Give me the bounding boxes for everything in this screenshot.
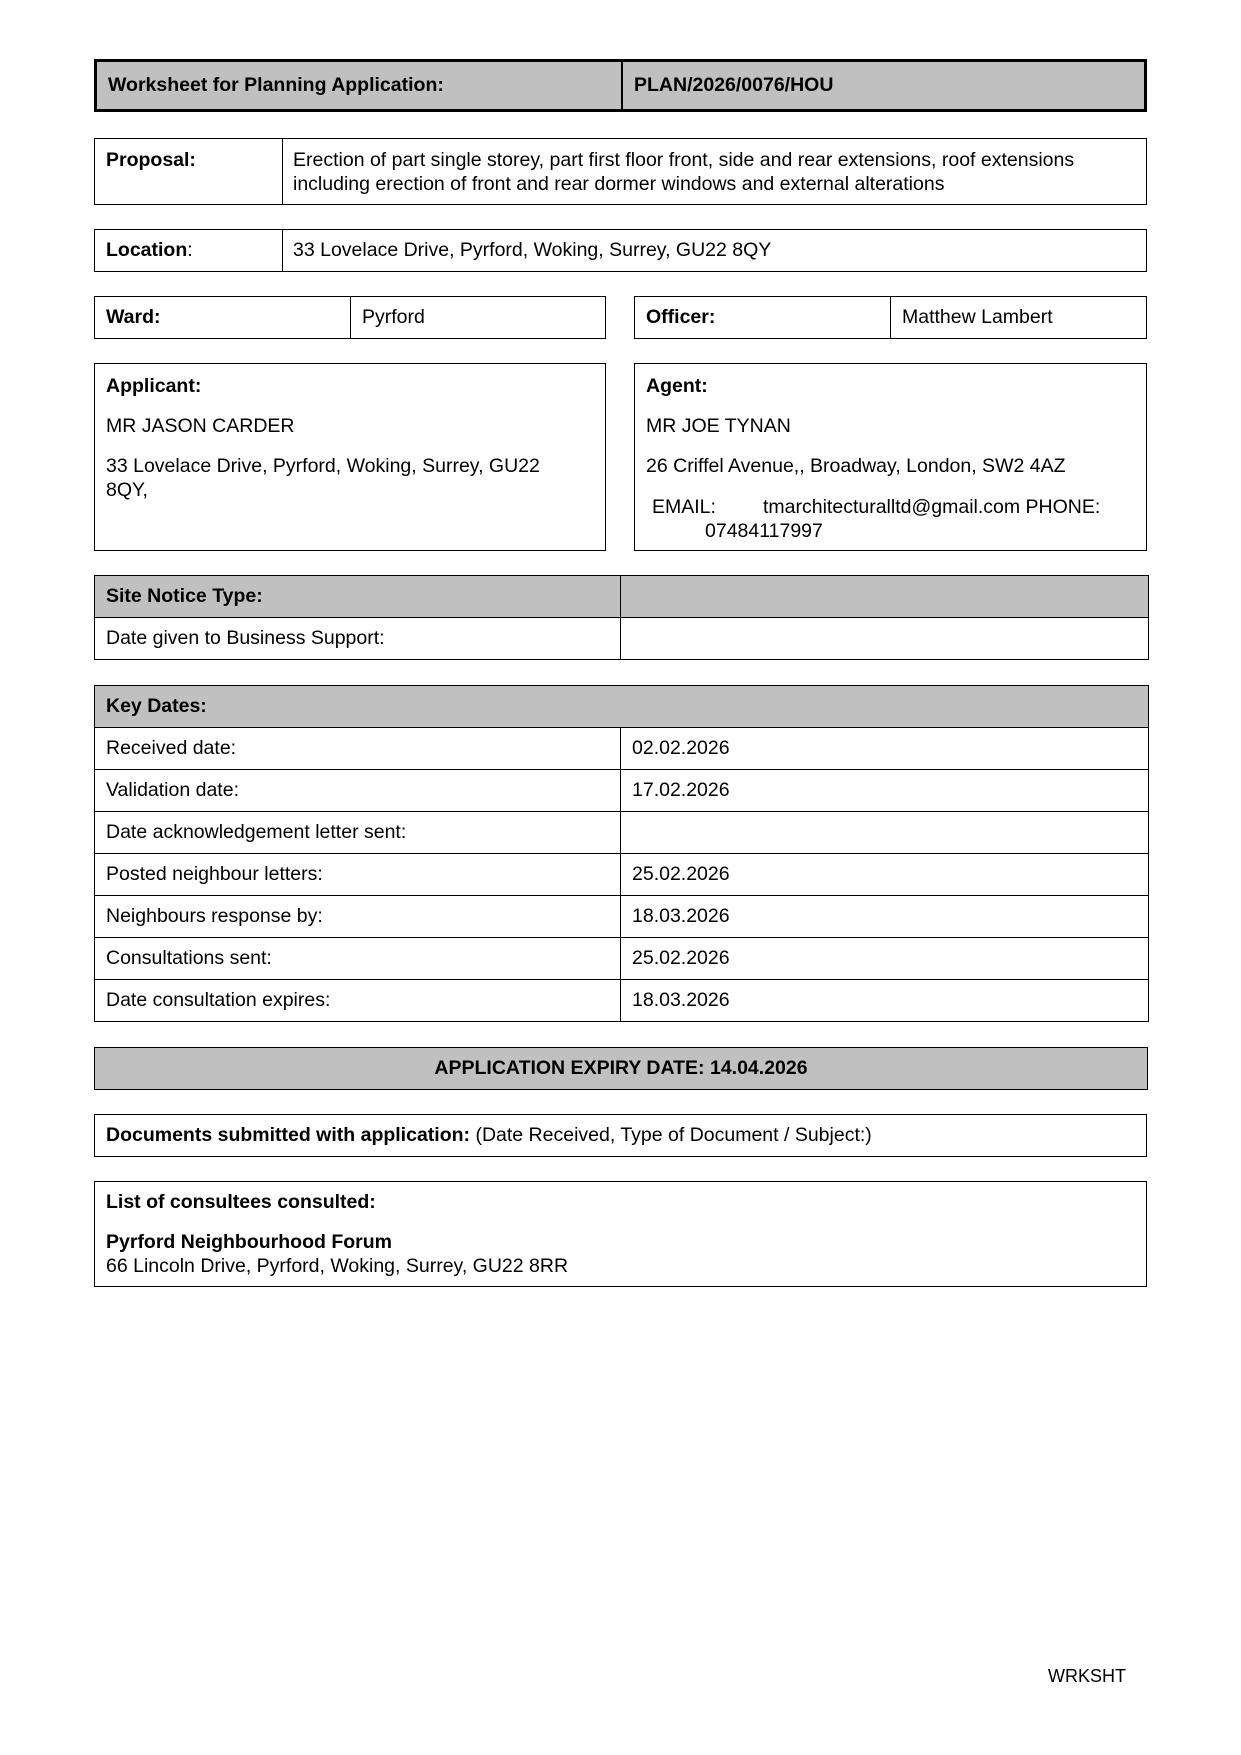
key-date-value [621, 812, 1149, 854]
applicant-address-line1: 33 Lovelace Drive, Pyrford, Woking, Surrey, GU22 [106, 455, 540, 477]
key-date-value: 18.03.2026 [621, 896, 1149, 938]
key-date-value: 17.02.2026 [621, 770, 1149, 812]
key-date-label: Received date: [95, 728, 621, 770]
key-date-value: 25.02.2026 [621, 854, 1149, 896]
proposal-text [293, 148, 1143, 196]
application-expiry-text: APPLICATION EXPIRY DATE: 14.04.2026 [434, 1057, 808, 1079]
site-notice-type-value [621, 576, 1149, 618]
applicant-label: Applicant: [106, 375, 202, 397]
worksheet-title: Worksheet for Planning Application: [108, 74, 444, 96]
agent-email-phone: tmarchitecturalltd@gmail.com PHONE: [763, 496, 1101, 518]
key-date-label: Date consultation expires: [95, 980, 621, 1022]
consultees-box [94, 1181, 1147, 1287]
key-date-row [95, 896, 1149, 938]
agent-email-label: EMAIL: [652, 496, 716, 518]
key-date-row [95, 728, 1149, 770]
agent-box [634, 363, 1147, 551]
business-support-label: Date given to Business Support: [95, 618, 621, 660]
key-date-label: Date acknowledgement letter sent: [95, 812, 621, 854]
proposal-label: Proposal: [106, 149, 196, 171]
key-date-row [95, 980, 1149, 1022]
key-date-label: Consultations sent: [95, 938, 621, 980]
key-dates-table [94, 685, 1149, 1022]
business-support-value [621, 618, 1149, 660]
key-dates-heading: Key Dates: [95, 686, 1149, 728]
consultee-address: 66 Lincoln Drive, Pyrford, Woking, Surrey, GU22 8RR [106, 1255, 569, 1277]
location-label-colon: : [187, 238, 193, 261]
application-expiry-banner [94, 1047, 1148, 1090]
applicant-address [106, 454, 596, 502]
application-reference: PLAN/2026/0076/HOU [634, 74, 834, 96]
key-date-row [95, 812, 1149, 854]
ward-value: Pyrford [362, 305, 425, 328]
key-date-value: 02.02.2026 [621, 728, 1149, 770]
officer-box [634, 296, 1147, 339]
applicant-name: MR JASON CARDER [106, 415, 295, 437]
location-label [95, 230, 282, 270]
consultee-name: Pyrford Neighbourhood Forum [106, 1231, 392, 1253]
location-label-text: Location [106, 238, 188, 261]
footer-code: WRKSHT [1048, 1666, 1126, 1686]
key-date-value: 18.03.2026 [621, 980, 1149, 1022]
applicant-box [94, 363, 606, 551]
worksheet-header [94, 59, 1147, 112]
ward-box [94, 296, 606, 339]
consultees-heading: List of consultees consulted: [106, 1191, 376, 1213]
proposal-text-line2: including erection of front and rear dormer windows and external alterations [293, 173, 945, 195]
documents-box [94, 1114, 1147, 1157]
location-box [94, 229, 1147, 272]
documents-label: Documents submitted with application: [106, 1124, 471, 1146]
key-date-row [95, 854, 1149, 896]
officer-label: Officer: [646, 305, 716, 328]
key-date-label: Neighbours response by: [95, 896, 621, 938]
key-date-label: Validation date: [95, 770, 621, 812]
proposal-box [94, 138, 1147, 205]
site-notice-table [94, 575, 1149, 660]
proposal-text-line1: Erection of part single storey, part first floor front, side and rear extensions, roof extensions [293, 149, 1075, 171]
key-date-row [95, 938, 1149, 980]
ward-label: Ward: [106, 305, 161, 328]
key-date-value: 25.02.2026 [621, 938, 1149, 980]
agent-phone: 07484117997 [705, 520, 823, 542]
agent-name: MR JOE TYNAN [646, 415, 791, 437]
documents-note: (Date Received, Type of Document / Subject:) [470, 1124, 872, 1146]
agent-address: 26 Criffel Avenue,, Broadway, London, SW2 4AZ [646, 455, 1066, 477]
agent-label: Agent: [646, 375, 708, 397]
applicant-address-line2: 8QY, [106, 479, 148, 501]
key-date-row [95, 770, 1149, 812]
officer-value: Matthew Lambert [902, 305, 1053, 328]
site-notice-type-label: Site Notice Type: [95, 576, 621, 618]
location-value: 33 Lovelace Drive, Pyrford, Woking, Surrey, GU22 8QY [293, 238, 772, 261]
key-date-label: Posted neighbour letters: [95, 854, 621, 896]
